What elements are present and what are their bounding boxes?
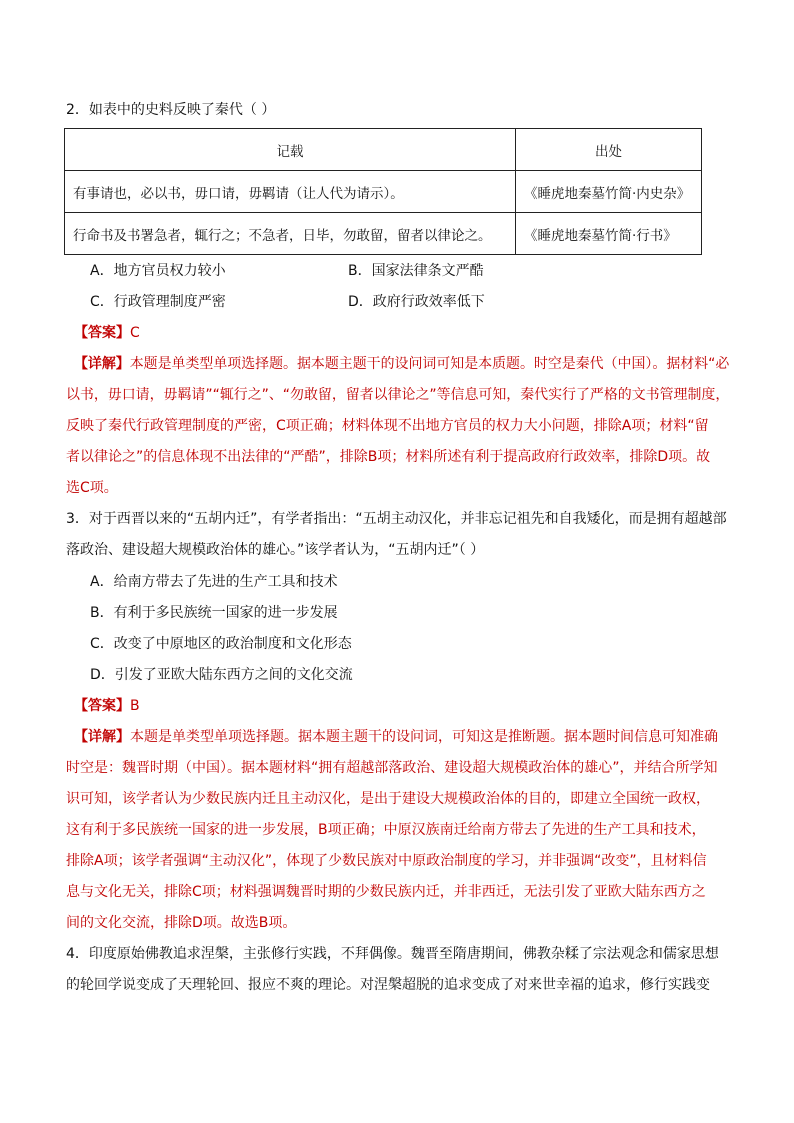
q3-stem-line: 落政治、建设超大规模政治体的雄心。”该学者认为，“五胡内迁”（ ） — [66, 542, 485, 558]
q2-option-d: D．政府行政效率低下 — [348, 294, 485, 310]
table-header-source: 出处 — [516, 129, 702, 171]
table-cell-record: 有事请也，必以书，毋口请，毋羁请（让人代为请示）。 — [65, 171, 516, 213]
q3-option-d: D．引发了亚欧大陆东西方之间的文化交流 — [90, 667, 353, 683]
q3-detail-line: 间的文化交流，排除D项。故选B项。 — [66, 915, 297, 931]
answer-tag: 【答案】 — [74, 325, 130, 341]
q3-detail-line: 时空是：魏晋时期（中国）。据本题材料“拥有超越部落政治、建设超大规模政治体的雄心”，并结合所学知 — [66, 760, 718, 776]
q4-stem-line: 的轮回学说变成了天理轮回、报应不爽的理论。对涅槃超脱的追求变成了对来世幸福的追求，修行实践变 — [66, 977, 710, 993]
detail-text: 本题是单类型单项选择题。据本题主题干的设问词，可知这是推断题。据本题时间信息可知准确 — [130, 729, 718, 745]
q3-detail-line — [74, 727, 718, 747]
answer-value: C — [130, 325, 140, 341]
q2-answer — [74, 323, 140, 343]
table-row — [65, 213, 702, 255]
q2-detail-line: 者以律论之”的信息体现不出法律的“严酷”，排除B项；材料所述有利于提高政府行政效率，排除D项。故 — [66, 449, 711, 465]
detail-tag: 【详解】 — [74, 729, 130, 745]
q2-option-c: C．行政管理制度严密 — [90, 294, 226, 310]
table-header-record: 记载 — [65, 129, 516, 171]
q2-option-a: A．地方官员权力较小 — [90, 263, 226, 279]
q3-detail-line: 这有利于多民族统一国家的进一步发展，B项正确；中原汉族南迁给南方带去了先进的生产工具和技术， — [66, 822, 706, 838]
q3-detail-line: 排除A项；该学者强调“主动汉化”，体现了少数民族对中原政治制度的学习，并非强调“改变”，且材料信 — [66, 853, 707, 869]
table-cell-source: 《睡虎地秦墓竹简·内史杂》 — [516, 171, 702, 213]
q3-answer — [74, 696, 140, 716]
q3-option-c: C．改变了中原地区的政治制度和文化形态 — [90, 636, 352, 652]
answer-value: B — [130, 698, 140, 714]
q2-stem: 2．如表中的史料反映了秦代（ ） — [66, 102, 276, 118]
q3-detail-line: 息与文化无关，排除C项；材料强调魏晋时期的少数民族内迁，并非西迁，无法引发了亚欧大陆东西方之 — [66, 884, 706, 900]
q3-option-b: B．有利于多民族统一国家的进一步发展 — [90, 605, 338, 621]
detail-tag: 【详解】 — [74, 356, 130, 372]
q2-detail-line: 反映了秦代行政管理制度的严密，C项正确；材料体现不出地方官员的权力大小问题，排除A项；材料“留 — [66, 418, 709, 434]
q2-detail-line — [74, 354, 729, 374]
q2-option-b: B．国家法律条文严酷 — [348, 263, 484, 279]
q3-stem-line: 3．对于西晋以来的“五胡内迁”，有学者指出：“五胡主动汉化，并非忘记祖先和自我矮化，而是拥有超越部 — [66, 511, 727, 527]
q2-detail-line: 选C项。 — [66, 480, 118, 496]
table-row — [65, 171, 702, 213]
q2-detail-line: 以书，毋口请，毋羁请”“辄行之”、“勿敢留，留者以律论之”等信息可知，秦代实行了严格的文书管理制度， — [66, 387, 730, 403]
answer-tag: 【答案】 — [74, 698, 130, 714]
q4-stem-line: 4．印度原始佛教追求涅槃，主张修行实践，不拜偶像。魏晋至隋唐期间，佛教杂糅了宗法观念和儒家思想 — [66, 946, 719, 962]
q3-option-a: A．给南方带去了先进的生产工具和技术 — [90, 574, 338, 590]
q3-detail-line: 识可知，该学者认为少数民族内迁且主动汉化，是出于建设大规模政治体的目的，即建立全国统一政权， — [66, 791, 710, 807]
table-header-row — [65, 129, 702, 171]
q2-source-table — [64, 128, 702, 255]
table-cell-source: 《睡虎地秦墓竹简·行书》 — [516, 213, 702, 255]
table-cell-record: 行命书及书署急者，辄行之；不急者，日毕，勿敢留，留者以律论之。 — [65, 213, 516, 255]
detail-text: 本题是单类型单项选择题。据本题主题干的设问词可知是本质题。时空是秦代（中国）。据材料“必 — [129, 356, 730, 372]
